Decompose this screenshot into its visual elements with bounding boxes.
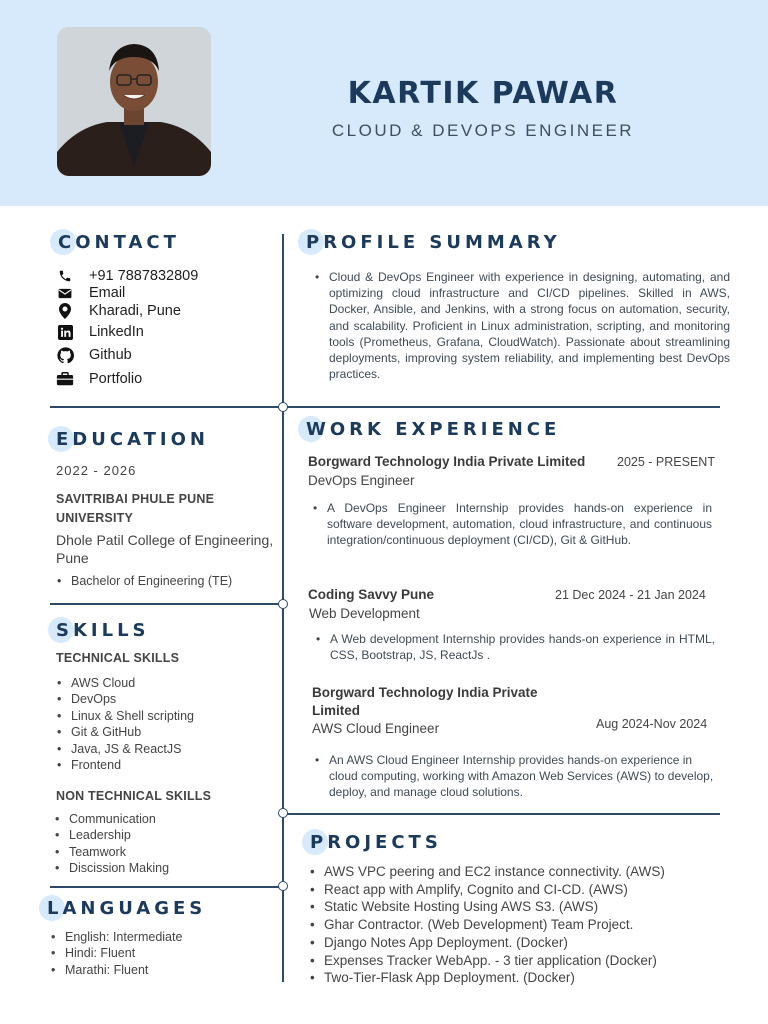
contact-location-text: Kharadi, Pune xyxy=(89,303,181,319)
list-item: • Expenses Tracker WebApp. - 3 tier application (Docker) xyxy=(309,952,665,970)
languages-heading: LANGUAGES xyxy=(47,898,206,919)
job-company: Borgward Technology India Private Limited xyxy=(308,454,586,469)
projects-list xyxy=(309,863,665,987)
list-item: • Leadership xyxy=(54,827,169,843)
list-item: • AWS Cloud xyxy=(56,675,194,691)
job-description-list xyxy=(312,500,712,549)
profile-photo xyxy=(57,27,211,176)
candidate-name: KARTIK PAWAR xyxy=(347,76,619,111)
contact-location[interactable] xyxy=(56,303,181,319)
contact-phone-text: +91 7887832809 xyxy=(89,268,199,284)
contact-phone[interactable] xyxy=(56,268,198,284)
profile-summary-list xyxy=(314,269,730,382)
contact-github[interactable] xyxy=(56,347,132,363)
list-item: • English: Intermediate xyxy=(50,929,182,945)
linkedin-icon xyxy=(56,324,74,340)
contact-heading: CONTACT xyxy=(58,232,180,253)
divider-line xyxy=(283,813,720,815)
languages-list xyxy=(50,929,182,978)
list-item: • Ghar Contractor. (Web Development) Team Project. xyxy=(309,916,665,934)
job-description: • A DevOps Engineer Internship provides hands-on experience in software development, automation, cloud infrastructure, and continuous integration/continuous deployment (CI/CD), Git & GitHub. xyxy=(312,500,712,549)
email-icon xyxy=(56,285,74,301)
projects-heading: PROJECTS xyxy=(310,832,442,853)
list-item: • Frontend xyxy=(56,757,194,773)
list-item: • Discission Making xyxy=(54,860,169,876)
divider-line xyxy=(50,886,283,888)
list-item: • Git & GitHub xyxy=(56,724,194,740)
list-item: • Static Website Hosting Using AWS S3. (AWS) xyxy=(309,898,665,916)
phone-icon xyxy=(56,268,74,284)
job-role: Web Development xyxy=(309,606,420,621)
work-experience-heading: WORK EXPERIENCE xyxy=(306,419,560,440)
list-item: • React app with Amplify, Cognito and CI-CD. (AWS) xyxy=(309,881,665,899)
location-icon xyxy=(56,303,74,319)
non-technical-skills-heading: NON TECHNICAL SKILLS xyxy=(56,789,212,803)
technical-skills-heading: TECHNICAL SKILLS xyxy=(56,651,180,665)
candidate-role: CLOUD & DEVOPS ENGINEER xyxy=(331,121,635,140)
job-description-list xyxy=(315,631,715,663)
contact-linkedin-text: LinkedIn xyxy=(89,324,144,340)
briefcase-icon xyxy=(56,371,74,387)
education-years: 2022 - 2026 xyxy=(56,463,137,478)
timeline-node xyxy=(278,599,288,609)
divider-line xyxy=(50,603,283,605)
list-item: • Django Notes App Deployment. (Docker) xyxy=(309,934,665,952)
job-date: Aug 2024-Nov 2024 xyxy=(596,717,708,731)
list-item: • Hindi: Fluent xyxy=(50,945,182,961)
contact-linkedin[interactable] xyxy=(56,324,144,340)
list-item: • Marathi: Fluent xyxy=(50,962,182,978)
job-company: Borgward Technology India Private Limited xyxy=(312,685,538,718)
education-college: Dhole Patil College of Engineering, Pune xyxy=(56,532,274,566)
non-technical-skills-list xyxy=(54,811,169,877)
divider-line xyxy=(50,406,720,408)
education-degree: • Bachelor of Engineering (TE) xyxy=(56,574,232,588)
education-university: SAVITRIBAI PHULE PUNE UNIVERSITY xyxy=(56,492,215,525)
job-description-list xyxy=(314,752,714,801)
list-item: • Two-Tier-Flask App Deployment. (Docker) xyxy=(309,969,665,987)
list-item: • Teamwork xyxy=(54,844,169,860)
timeline-node xyxy=(278,402,288,412)
list-item: • Communication xyxy=(54,811,169,827)
list-item: • DevOps xyxy=(56,691,194,707)
list-item: • Java, JS & ReactJS xyxy=(56,741,194,757)
github-icon xyxy=(56,347,74,363)
contact-email[interactable] xyxy=(56,285,125,301)
contact-portfolio-text: Portfolio xyxy=(89,371,143,387)
job-role: AWS Cloud Engineer xyxy=(312,721,440,736)
job-date: 2025 - PRESENT xyxy=(617,455,715,469)
technical-skills-list xyxy=(56,675,194,773)
job-date: 21 Dec 2024 - 21 Jan 2024 xyxy=(555,588,706,602)
job-company: Coding Savvy Pune xyxy=(308,587,435,602)
education-heading: EDUCATION xyxy=(56,429,209,450)
contact-email-text: Email xyxy=(89,285,126,301)
job-description: • An AWS Cloud Engineer Internship provides hands-on experience in cloud computing, working with Amazon Web Services (AWS) to develop, deploy, and manage cloud solutions. xyxy=(314,752,714,801)
list-item: • AWS VPC peering and EC2 instance connectivity. (AWS) xyxy=(309,863,665,881)
list-item: • Linux & Shell scripting xyxy=(56,708,194,724)
profile-summary-text: • Cloud & DevOps Engineer with experience in designing, automating, and optimizing cloud infrastructure and CI/CD pipelines. Skilled in AWS, Docker, Ansible, and Jenkins, with a strong focus on automation, security, and scalability. Proficient in Linux administration, scripting, and monitoring tools (Prometheus, Grafana, CloudWatch). Passionate about streamlining deployments, improving system reliability, and implementing best DevOps practices. xyxy=(314,269,730,382)
job-role: DevOps Engineer xyxy=(308,473,415,488)
timeline-node xyxy=(278,808,288,818)
timeline-node xyxy=(278,881,288,891)
contact-github-text: Github xyxy=(89,347,132,363)
skills-heading: SKILLS xyxy=(56,620,150,641)
profile-summary-heading: PROFILE SUMMARY xyxy=(306,232,561,253)
education-degree-list xyxy=(56,574,232,588)
job-description: • A Web development Internship provides hands-on experience in HTML, CSS, Bootstrap, JS, ReactJs . xyxy=(315,631,715,663)
contact-portfolio[interactable] xyxy=(56,371,142,387)
